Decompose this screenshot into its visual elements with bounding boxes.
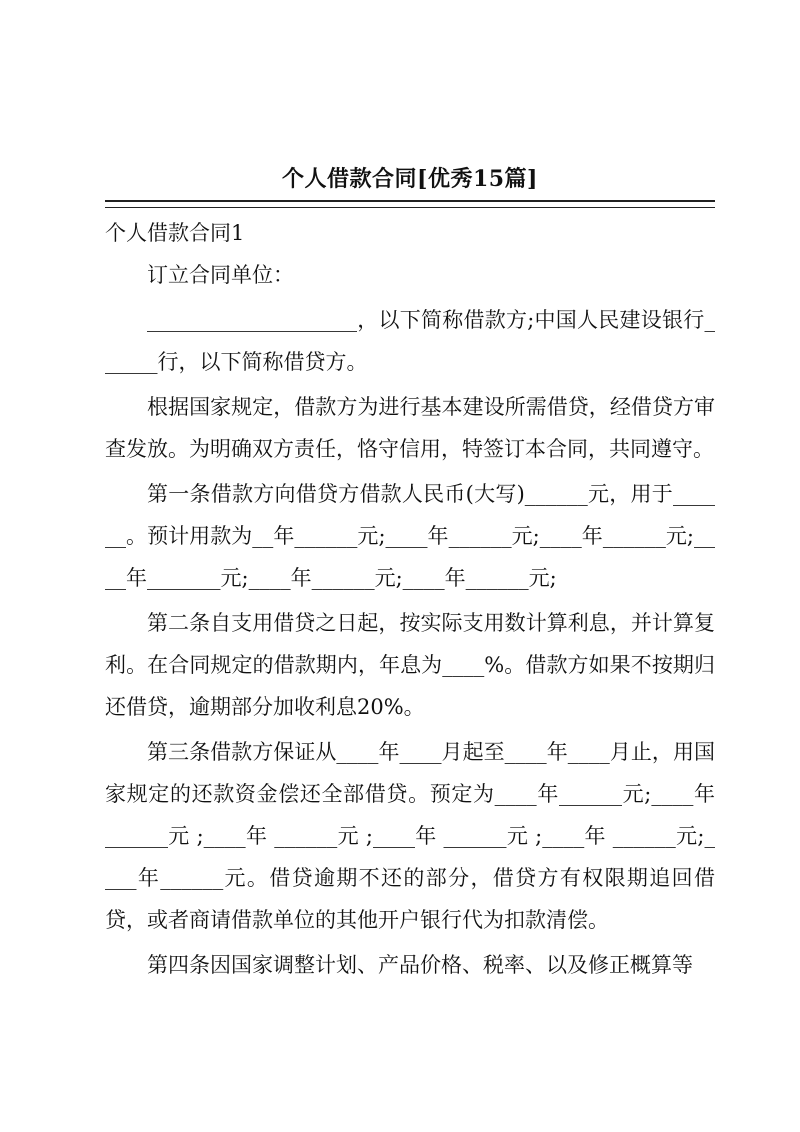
paragraph-article-1: 第一条借款方向借贷方借款人民币(大写)______元，用于______。预计用款为__年______元;____年______元;____年______元;____年_______元;____年______元;____年______元;: [105, 482, 715, 590]
paragraph-parties-intro: 订立合同单位：: [147, 263, 294, 287]
title-divider: [105, 200, 715, 208]
paragraph-preamble: 根据国家规定，借款方为进行基本建设所需借贷，经借贷方审查发放。为明确双方责任，恪守信用，特签订本合同，共同遵守。: [105, 395, 715, 461]
document-body: [105, 212, 715, 986]
paragraph-article-2: 第二条自支用借贷之日起，按实际支用数计算利息，并计算复利。在合同规定的借款期内，年息为____%。借款方如果不按期归还借贷，逾期部分加收利息20%。: [105, 611, 715, 719]
paragraph-parties: ____________________，以下简称借款方;中国人民建设银行______行，以下简称借贷方。: [105, 308, 715, 374]
section-heading: 个人借款合同1: [105, 221, 245, 245]
paragraph-article-3: 第三条借款方保证从____年____月起至____年____月止，用国家规定的还款资金偿还全部借贷。预定为____年______元;____年 ______元 ;____年 ______元 ;____年 ______元 ;____年 ______元;____年______元。借贷逾期不还的部分，借贷方有权限期追回借贷，或者商请借款单位的其他开户银行代为扣款清偿。: [105, 740, 715, 932]
document-title: 个人借款合同[优秀15篇]: [282, 166, 538, 192]
paragraph-article-4: 第四条因国家调整计划、产品价格、税率、以及修正概算等: [147, 953, 693, 977]
